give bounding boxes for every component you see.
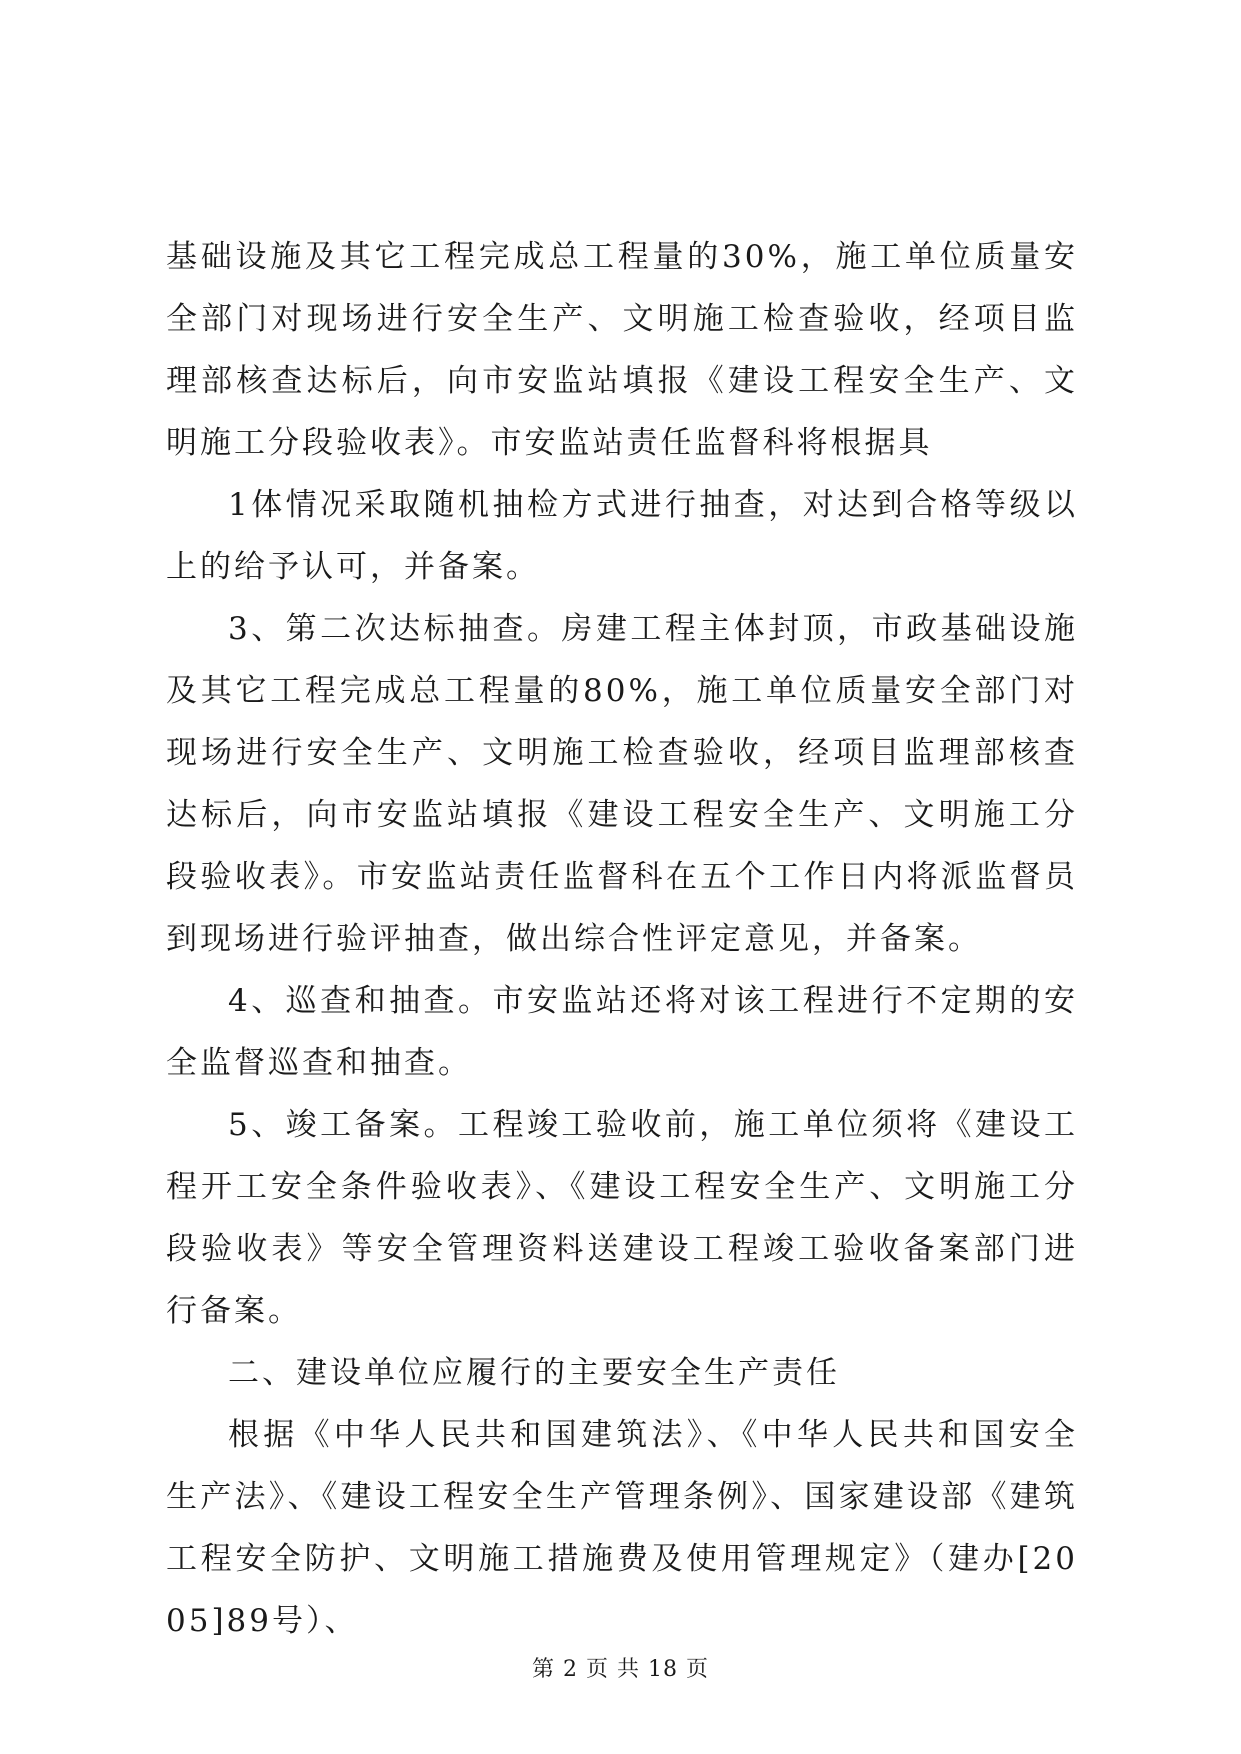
document-body: [166, 226, 1078, 1652]
section-heading: 二、建设单位应履行的主要安全生产责任: [228, 1355, 840, 1391]
paragraph-3: 3、第二次达标抽查。房建工程主体封顶，市政基础设施及其它工程完成总工程量的80%，施工单位质量安全部门对现场进行安全生产、文明施工检查验收，经项目监理部核查达标后，向市安监站填报《建设工程安全生产、文明施工分段验收表》。市安监站责任监督科在五个工作日内将派监督员到现场进行验评抽查，做出综合性评定意见，并备案。: [166, 611, 1078, 957]
paragraph-2: 1体情况采取随机抽检方式进行抽查，对达到合格等级以上的给予认可，并备案。: [166, 487, 1078, 585]
paragraph-5: 5、竣工备案。工程竣工验收前，施工单位须将《建设工程开工安全条件验收表》、《建设工程安全生产、文明施工分段验收表》等安全管理资料送建设工程竣工验收备案部门进行备案。: [166, 1107, 1078, 1329]
paragraph-4: 4、巡查和抽查。市安监站还将对该工程进行不定期的安全监督巡查和抽查。: [166, 983, 1078, 1081]
paragraph-1: 基础设施及其它工程完成总工程量的30%，施工单位质量安全部门对现场进行安全生产、文明施工检查验收，经项目监理部核查达标后，向市安监站填报《建设工程安全生产、文明施工分段验收表》。市安监站责任监督科将根据具: [166, 239, 1078, 461]
page-number-footer: 第 2 页 共 18 页: [532, 1657, 709, 1682]
paragraph-6: 根据《中华人民共和国建筑法》、《中华人民共和国安全生产法》、《建设工程安全生产管理条例》、国家建设部《建筑工程安全防护、文明施工措施费及使用管理规定》（建办[2005]89号）、: [166, 1417, 1078, 1639]
